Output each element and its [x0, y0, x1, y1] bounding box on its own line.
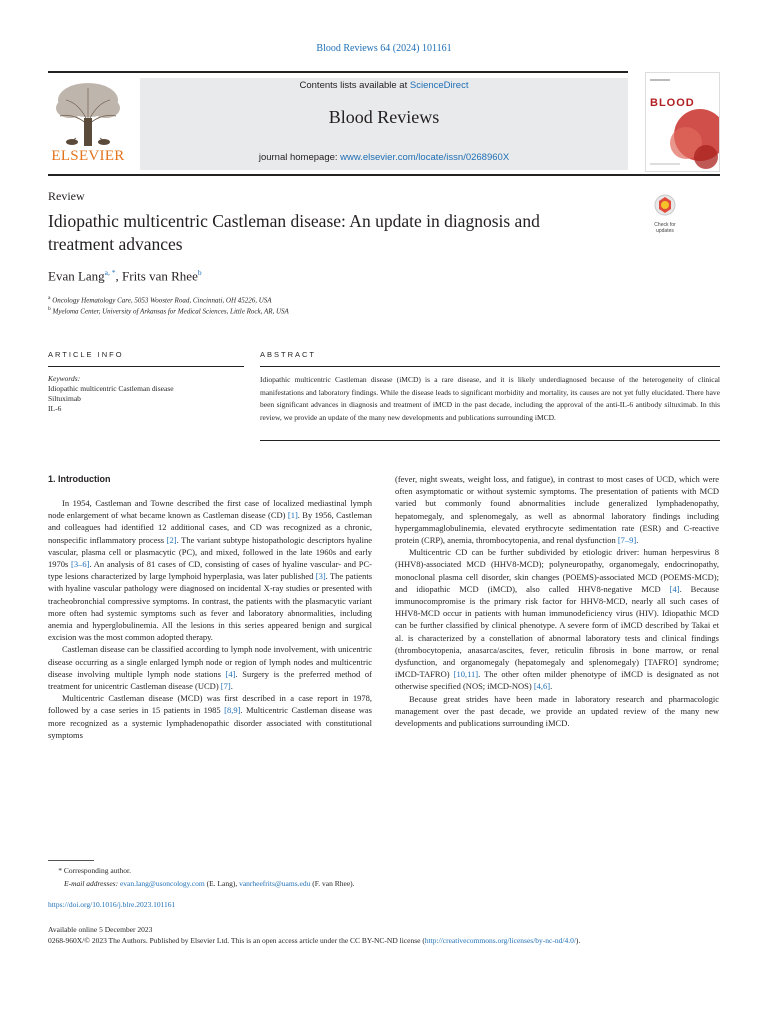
footnote-corresponding [48, 866, 131, 875]
crossmark-line2: updates [656, 228, 674, 234]
author-name: Evan Lang [48, 268, 105, 284]
citation-link[interactable]: [4] [669, 583, 680, 594]
header-top-rule [48, 71, 628, 73]
citation-link[interactable]: [8,9] [224, 705, 241, 716]
keywords-block [48, 374, 248, 414]
footnote-emails: E-mail addresses: evan.lang@usoncology.com (E. Lang), vanrheefrits@uams.edu (F. van Rhee). [64, 879, 355, 888]
section-heading-introduction: 1. Introduction [48, 474, 111, 484]
license-link[interactable]: http://creativecommons.org/licenses/by-nc-nd/4.0/ [424, 936, 576, 945]
footnote-star: * [58, 866, 62, 875]
email-label: E-mail addresses: [64, 879, 120, 888]
email-link[interactable]: evan.lang@usoncology.com [119, 879, 205, 888]
footnote-rule [48, 860, 94, 861]
author-name: Frits van Rhee [122, 268, 198, 284]
author-separator: , [115, 268, 123, 284]
keywords-label: Keywords: [48, 374, 81, 383]
journal-cover-image [645, 72, 720, 172]
citation-link[interactable]: [7] [220, 681, 231, 692]
homepage-prefix: journal homepage: [258, 152, 341, 163]
cover-title: BLOOD [650, 97, 695, 109]
right-column [395, 473, 719, 729]
paragraph: Multicentric CD can be further subdivided by etiologic driver: human herpesvirus 8 (HHV8)-associated MCD (HHV8-MCD); polyneuropathy, organomegaly, endocrinopathy, monoclonal plasma cell disorder, skin changes (POEMS)-associated MCD (POEMS-MCD); and idiopathic MCD (iMCD), also called HHV8-negative MCD [4]. Because immunocompromise is the primary risk factor for HHV8-MCD, nearly all such cases of HHV8-MCD occur in patients with human immunodeficiency virus (HIV). Idiopathic MCD can be further classified by clinical phenotype. A severe form of iMCD described by Takai et al. is characterized by a constellation of abnormal laboratory tests and clinical findings (thrombocytopenia, anasarca/ascites, fever, reticulin fibrosis in bone marrow, or renal dysfunction, and organomegaly (hepatomegaly and splenomegaly) [TAFRO] syndrome; iMCD-TAFRO) [10,11]. The other often milder phenotype of iMCD is designated as not otherwise specified (NOS; iMCD-NOS) [4,6]. [395, 547, 720, 692]
email-link[interactable]: vanrheefrits@uams.edu [239, 879, 311, 888]
author-affiliation-mark[interactable]: a, * [104, 268, 116, 277]
affiliation-a [48, 295, 272, 304]
paragraph: In 1954, Castleman and Towne described the first case of localized mediastinal lymph node enlargement of what became known as Castleman disease (CD) [1]. By 1956, Castleman and colleagues had identified 12 additional cases, and CD was recognized as a chronic, nonspecific inflammatory process [2]. The variant subtype histopathologic descriptors hyaline vascular, plasma cell or plasmacytic (PC), and mixed, followed in the late 1960s and early 1970s [3–6]. An analysis of 81 cases of CD, consisting of cases of hyaline vascular- and PC-type lesions characterized by large lymphoid hyperplasia, was later published [3]. The patients with hyaline vascular pathology were diagnosed on incidental X-ray studies or presented with tracheobronchial compressive symptoms. In contrast, the patients with the plasmacytic variant more often had systemic symptoms such as fever and laboratory abnormalities, including anemia and hyperglobulinemia. All the lesions in this series appeared benign and surgical excision was the most common adopted therapy. [48, 498, 373, 643]
check-for-updates-badge[interactable] [645, 193, 685, 234]
citation-link[interactable]: [4] [225, 668, 236, 679]
citation-link[interactable]: [7–9] [617, 535, 637, 546]
citation-link[interactable]: [1] [287, 510, 298, 521]
abstract-text: Idiopathic multicentric Castleman disease (iMCD) is a rare disease, and it is likely underdiagnosed because of the heterogeneity of clinical manifestations and laboratory findings. While the disease leads to significant morbidity and mortality, its causes are not yet fully elucidated. There have been significant advances in diagnosis and treatment of iMCD in the past decade, including the approval of the anti-IL-6 antibody siltuximab. In this review, we provide an update of the many new developments and publications surrounding iMCD. [260, 375, 720, 422]
paragraph: Because great strides have been made in laboratory research and pharmacologic management over the past decade, we provide an updated review of the many new developments and publications surrounding iMCD. [395, 693, 719, 729]
left-column [48, 497, 372, 741]
citation-link[interactable]: [10,11] [453, 669, 479, 680]
crossmark-line1: Check for [654, 222, 676, 228]
contents-line [140, 80, 628, 91]
citation-link[interactable]: [2] [166, 534, 177, 545]
elsevier-wordmark: ELSEVIER [51, 148, 125, 164]
paragraph: Castleman disease can be classified according to lymph node involvement, with unicentric disease occurring as a single enlarged lymph node or region of lymph nodes and multicentric disease involving multiple lymph node stations [4]. Surgery is the preferred method of treatment for unicentric Castleman disease (UCD) [7]. [48, 644, 372, 692]
affiliation-b [48, 306, 289, 315]
citation-link[interactable]: [3–6] [71, 559, 90, 570]
affiliation-text: Myeloma Center, University of Arkansas for Medical Sciences, Little Rock, AR, USA [52, 307, 289, 316]
affiliation-mark: a [48, 295, 51, 301]
affiliation-mark: b [48, 306, 51, 312]
article-info-heading: ARTICLE INFO [48, 350, 124, 359]
author-affiliation-mark[interactable]: b [197, 268, 202, 277]
citation-link[interactable]: [4,6] [533, 681, 551, 692]
contents-prefix: Contents lists available at [299, 80, 410, 91]
author-list [48, 268, 202, 284]
keyword: Idiopathic multicentric Castleman disease [48, 384, 174, 393]
abstract-rule [260, 366, 720, 367]
article-title: Idiopathic multicentric Castleman disease: An update in diagnosis and treatment advances [48, 211, 540, 254]
corresponding-label: Corresponding author. [63, 866, 131, 875]
paragraph: Multicentric Castleman disease (MCD) was first described in a case report in 1978, followed by a case series in 15 patients in 1985 [8,9]. Multicentric Castleman disease was more recognized as a systemic lymphadenopathic disorder associated with constitutional symptoms [48, 693, 372, 740]
doi-link[interactable]: https://doi.org/10.1016/j.blre.2023.101161 [48, 900, 176, 909]
license-statement: 0268-960X/© 2023 The Authors. Published by Elsevier Ltd. This is an open access article under the CC BY-NC-ND license (http://creativecommons.org/licenses/by-nc-nd/4.0/). [48, 936, 581, 945]
article-info-rule [48, 366, 244, 367]
paragraph: (fever, night sweats, weight loss, and fatigue), in contrast to most cases of UCD, which were often asymptomatic or without systemic symptoms. The presentation of patients with MCD varied but commonly found abnormalities include generalized lymphadenopathy, hepatomegaly, and splenomegaly, as well as abnormal laboratory findings including hypergammaglobulinemia, elevated erythrocyte sedimentation rate (ESR) and C-reactive protein (CRP), anemia, thrombocytopenia, and renal dysfunction [7–9]. [395, 474, 719, 546]
crossmark-icon [645, 193, 685, 217]
homepage-link[interactable]: www.elsevier.com/locate/issn/0268960X [340, 152, 510, 163]
abstract-bottom-rule [260, 440, 720, 441]
header-bottom-rule [48, 174, 720, 176]
article-type: Review [48, 189, 85, 203]
citation-link[interactable]: [3] [315, 571, 326, 582]
journal-homepage-line [140, 152, 628, 163]
available-online: Available online 5 December 2023 [48, 925, 153, 934]
abstract-heading: ABSTRACT [260, 350, 317, 359]
affiliation-text: Oncology Hematology Care, 5053 Wooster Road, Cincinnati, OH 45226, USA [52, 296, 272, 305]
journal-name: Blood Reviews [328, 107, 440, 127]
sciencedirect-link[interactable]: ScienceDirect [409, 80, 469, 91]
journal-reference[interactable]: Blood Reviews 64 (2024) 101161 [316, 43, 452, 54]
keyword: IL-6 [48, 404, 62, 413]
keyword: Siltuximab [48, 394, 81, 403]
